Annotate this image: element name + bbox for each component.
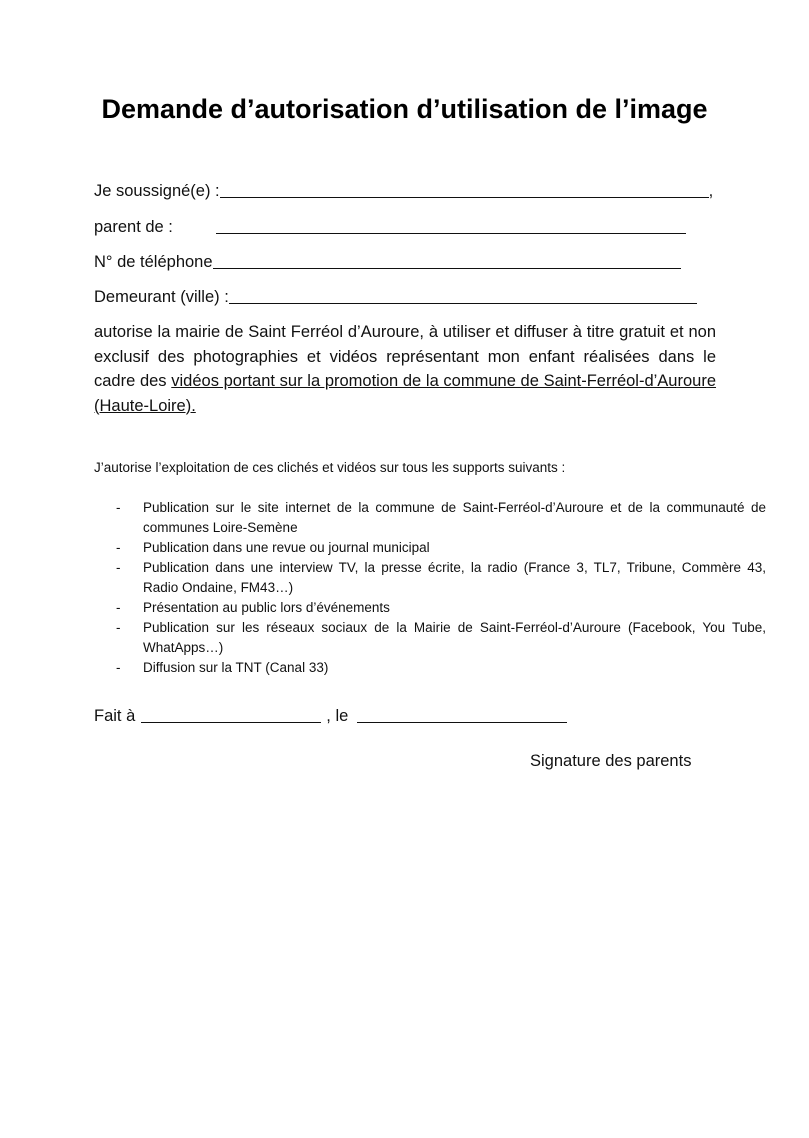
field-parent	[94, 216, 686, 238]
fait-a-line[interactable]	[141, 721, 321, 723]
supports-list	[116, 498, 766, 678]
authorization-underlined: vidéos portant sur la promotion de la commune de Saint-Ferréol-d’Auroure (Haute-Loire).	[94, 372, 717, 415]
list-item: - Publication sur les réseaux sociaux de la Mairie de Saint-Ferréol-d’Auroure (Facebook, You Tube, WhatApps…)	[116, 620, 766, 655]
document-title: Demande d’autorisation d’utilisation de l’image	[101, 94, 708, 124]
bullet-dash: -	[116, 560, 121, 575]
field-soussigne-line[interactable]	[220, 196, 709, 198]
fait-le-label: , le	[326, 707, 349, 725]
field-telephone	[94, 251, 681, 273]
list-item: - Présentation au public lors d’événements	[116, 598, 766, 618]
field-telephone-label: N° de téléphone	[94, 253, 213, 271]
fait-line	[94, 705, 567, 727]
fait-le-line[interactable]	[357, 721, 567, 723]
field-parent-label: parent de :	[94, 218, 173, 236]
bullet-dash: -	[116, 540, 121, 555]
signature-label: Signature des parents	[530, 752, 692, 770]
list-item: - Publication dans une interview TV, la presse écrite, la radio (France 3, TL7, Tribune, Commère 43, Radio Ondaine, FM43…)	[116, 560, 766, 595]
field-demeurant-label: Demeurant (ville) :	[94, 288, 229, 306]
field-soussigne	[94, 180, 713, 202]
field-soussigne-label: Je soussigné(e) :	[94, 182, 220, 200]
list-item: - Publication dans une revue ou journal municipal	[116, 538, 766, 558]
field-telephone-line[interactable]	[213, 267, 681, 269]
supports-intro: J’autorise l’exploitation de ces clichés et vidéos sur tous les supports suivants :	[94, 460, 566, 475]
bullet-dash: -	[116, 600, 121, 615]
bullet-dash: -	[116, 500, 121, 515]
bullet-dash: -	[116, 620, 121, 635]
field-demeurant-line[interactable]	[229, 302, 697, 304]
authorization-text: autorise la mairie de Saint Ferréol d’Auroure, à utiliser et diffuser à titre gratuit et non exclusif des photographies et vidéos représentant mon enfant réalisées dans le cadre des	[94, 323, 716, 390]
field-parent-line[interactable]	[216, 232, 686, 234]
bullet-dash: -	[116, 660, 121, 675]
list-item: - Diffusion sur la TNT (Canal 33)	[116, 658, 766, 678]
list-item: - Publication sur le site internet de la commune de Saint-Ferréol-d’Auroure et de la communauté de communes Loire-Semène	[116, 500, 766, 535]
authorization-paragraph	[94, 320, 716, 418]
field-demeurant	[94, 286, 697, 308]
fait-a-label: Fait à	[94, 707, 136, 725]
field-soussigne-comma: ,	[708, 182, 714, 200]
